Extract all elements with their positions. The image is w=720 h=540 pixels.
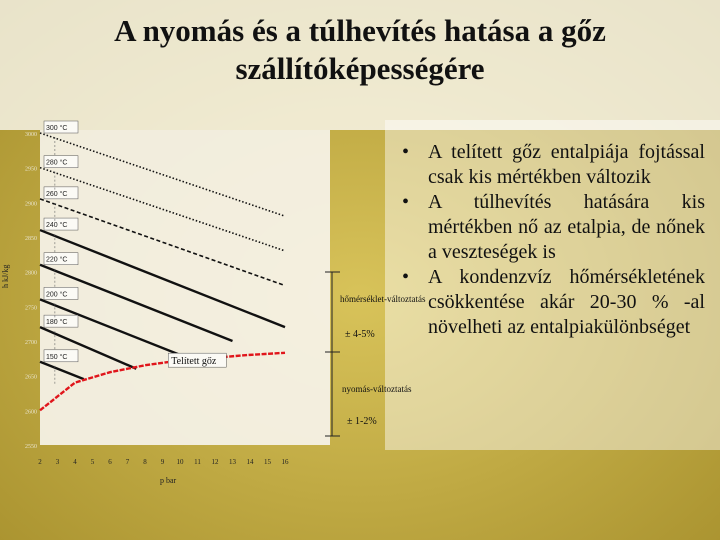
x-tick-label: 13 [229,458,236,466]
bullet-text: A túlhevítés hatására kis mértékben nő az etalpia, de nőnek a veszteségek is [428,191,705,263]
curve-label: 300 °C [46,125,68,132]
slide-title: A nyomás és a túlhevítés hatása a gőz szállítóképességére [114,13,606,86]
temperature-change-label: hőmérséklet-változtatás [340,294,426,304]
bullet-dot: • [402,191,410,213]
x-tick-label: 7 [125,458,130,466]
saturated-steam-label: Telített gőz [171,356,217,368]
y-tick-label: 2650 [25,374,37,381]
y-tick-label: 2600 [25,409,37,416]
y-tick-label: 2550 [25,444,37,450]
x-tick-label: 5 [90,458,95,466]
x-axis-label: p bar [160,476,177,485]
x-tick-label: 11 [194,458,201,466]
curve-label: 260 °C [46,190,68,198]
bullet-item [400,140,705,190]
x-tick-label: 9 [160,458,165,466]
y-axis-label: h kJ/kg [1,264,10,288]
y-tick-label: 2800 [25,270,37,277]
x-tick-label: 6 [108,458,112,466]
x-tick-label: 2 [38,458,42,466]
temperature-change-range: ± 4-5% [345,329,375,340]
bullet-text: A telített gőz entalpiája fojtással csak kis mértékben változik [428,141,705,188]
x-tick-label: 3 [55,458,60,466]
y-tick-label: 3000 [25,132,37,138]
pressure-change-label: nyomás-változtatás [342,384,412,394]
x-tick-label: 14 [246,458,254,466]
bullet-item [400,265,705,340]
pressure-change-range: ± 1-2% [347,416,377,427]
curve-label: 240 °C [46,222,68,230]
bullet-text: A kondenzvíz hőmérsékletének csökkentése akár 20-30 % -al növelheti az entalpiakülönbséget [428,266,705,338]
y-tick-label: 2750 [25,305,37,312]
y-tick-label: 2700 [25,340,37,346]
curve-label: 150 °C [46,353,68,361]
y-tick-label: 2950 [25,166,37,173]
curve-label: 220 °C [46,256,68,264]
y-tick-label: 2900 [25,201,37,208]
bullet-dot: • [402,141,410,163]
x-tick-label: 16 [281,458,289,466]
curve-label: 280 °C [46,159,68,167]
curve-label: 200 °C [46,291,68,299]
x-tick-label: 12 [211,458,219,466]
y-tick-label: 2850 [25,236,37,242]
bullet-dot: • [402,266,410,288]
x-tick-label: 8 [143,458,147,466]
bullet-list [400,140,705,340]
bullet-item [400,190,705,265]
x-tick-label: 4 [73,458,77,466]
curve-label: 180 °C [46,319,68,327]
x-tick-label: 15 [264,458,271,466]
x-tick-label: 10 [176,458,184,466]
